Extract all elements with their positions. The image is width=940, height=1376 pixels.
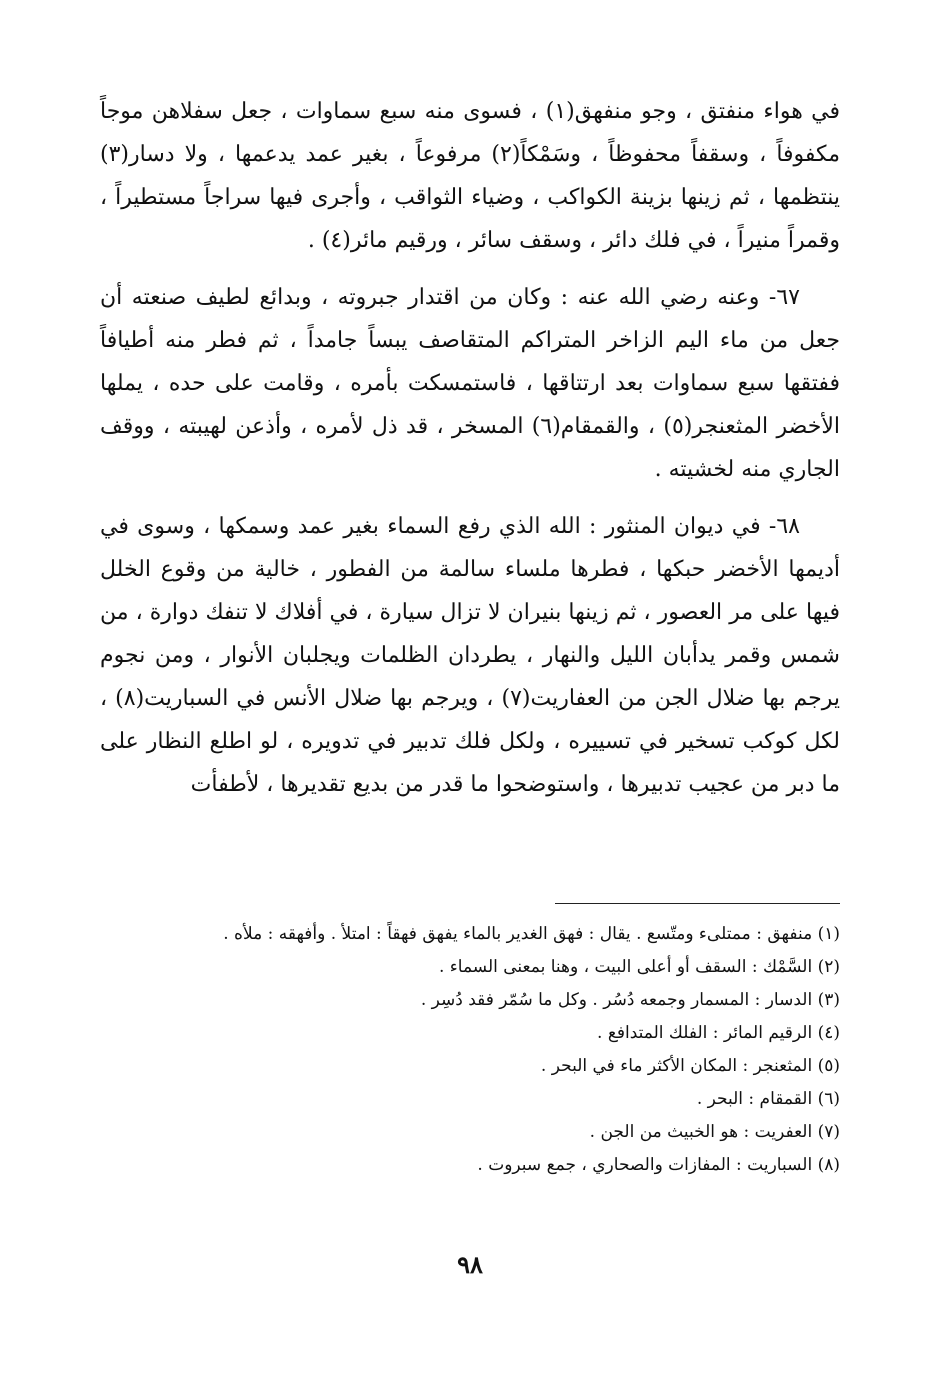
footnote-8: (٨) السباريت : المفازات والصحاري ، جمع سبروت . (477, 1155, 840, 1175)
footnotes (100, 918, 840, 1182)
paragraph-67: ٦٧- وعنه رضي الله عنه : وكان من اقتدار جبروته ، وبدائع لطيف صنعته أن جعل من ماء اليم الزاخر المتراكم المتقاصف يبساً جامداً ، ثم فطر منه أطيافاً ففتقها سبع سماوات بعد ارتتاقها ، فاستمسكت بأمره ، وقامت على حده ، يملها الأخضر المثعنجر(٥) ، والقمقام(٦) المسخر ، قد ذل لأمره ، وأذعن لهيبته ، ووقف الجاري منه لخشيته . (100, 285, 840, 482)
footnote-4: (٤) الرقيم المائر : الفلك المتدافع . (597, 1023, 840, 1043)
footnote-2: (٢) السَّمْك : السقف أو أعلى البيت ، وهنا بمعنى السماء . (438, 957, 840, 977)
footnote-7: (٧) العفريت : هو الخبيث من الجن . (589, 1122, 840, 1142)
footnote-6: (٦) القمقام : البحر . (696, 1089, 840, 1109)
paragraph-68: ٦٨- في ديوان المنثور : الله الذي رفع السماء بغير عمد وسمكها ، وسوى في أديمها الأخضر حبكها ، فطرها ملساء سالمة من الفطور ، خالية من وقوع الخلل فيها على مر العصور ، ثم زينها بنيران لا تزال سيارة ، في أفلاك لا تنفك دوارة ، من شمس وقمر يدأبان الليل والنهار ، يطردان الظلمات ويجلبان الأنوار ، ومن نجوم يرجم بها ضلال الجن من العفاريت(٧) ، ويرجم بها ضلال الأنس في السباريت(٨) ، لكل كوكب تسخير في تسييره ، ولكل فلك تدبير في تدويره ، لو اطلع النظار على ما دبر من عجيب تدبيرها ، واستوضحوا ما قدر من بديع تقديرها ، لأطفأت (100, 514, 840, 797)
paragraph-continued: في هواء منفتق ، وجو منفهق(١) ، فسوى منه سبع سماوات ، جعل سفلاهن موجاً مكفوفاً ، وسقفاً محفوظاً ، وسَمْكاً(٢) مرفوعاً ، بغير عمد يدعمها ، ولا دسار(٣) ينتظمها ، ثم زينها بزينة الكواكب ، وضياء الثواقب ، وأجرى فيها سراجاً مستطيراً ، وقمراً منيراً ، في فلك دائر ، وسقف سائر ، ورقيم مائر(٤) . (100, 99, 841, 253)
footnote-5: (٥) المثعنجر : المكان الأكثر ماء في البحر . (540, 1056, 840, 1076)
footnote-separator (555, 903, 840, 904)
main-text (100, 90, 840, 820)
footnote-3: (٣) الدسار : المسمار وجمعه دُسُر . وكل ما سُمّر فقد دُسِر . (420, 990, 840, 1010)
footnote-1: (١) منفهق : ممتلىء ومتّسع . يقال : فهق الغدير بالماء يفهق فهقاً : امتلأ . وأفهقه : ملأه . (223, 924, 840, 944)
page-number: ٩٨ (457, 1250, 483, 1279)
